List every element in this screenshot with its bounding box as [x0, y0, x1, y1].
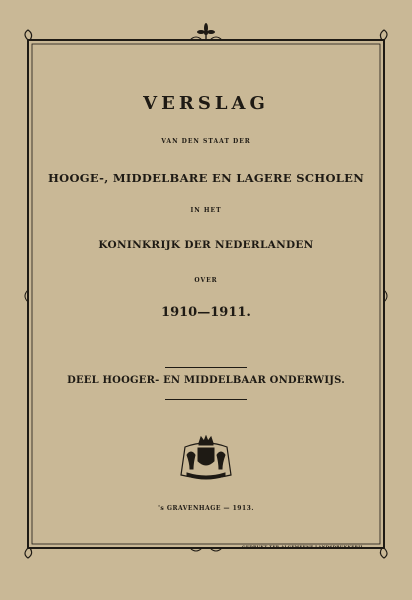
subtitle-2: IN HET — [190, 207, 222, 214]
printer-line: GEDRUKT TER ALGEMEENE LANDSDRUKKERIJ. — [242, 544, 364, 549]
years: 1910—1911. — [161, 305, 251, 320]
fleuron-ornament — [196, 22, 216, 42]
coat-of-arms-emblem — [177, 435, 235, 481]
main-title: HOOGE-, MIDDELBARE EN LAGERE SCHOLEN — [47, 171, 365, 185]
imprint: 's GRAVENHAGE — 1913. — [158, 505, 254, 512]
divider-bottom — [165, 399, 247, 400]
divider-top — [165, 367, 247, 368]
part-heading: DEEL HOOGER- EN MIDDELBAAR ONDERWIJS. — [67, 375, 345, 386]
subtitle-1: VAN DEN STAAT DER — [161, 138, 251, 145]
subtitle-3: OVER — [194, 277, 218, 284]
title: VERSLAG — [143, 93, 269, 114]
kingdom-line: KONINKRIJK DER NEDERLANDEN — [98, 239, 314, 251]
